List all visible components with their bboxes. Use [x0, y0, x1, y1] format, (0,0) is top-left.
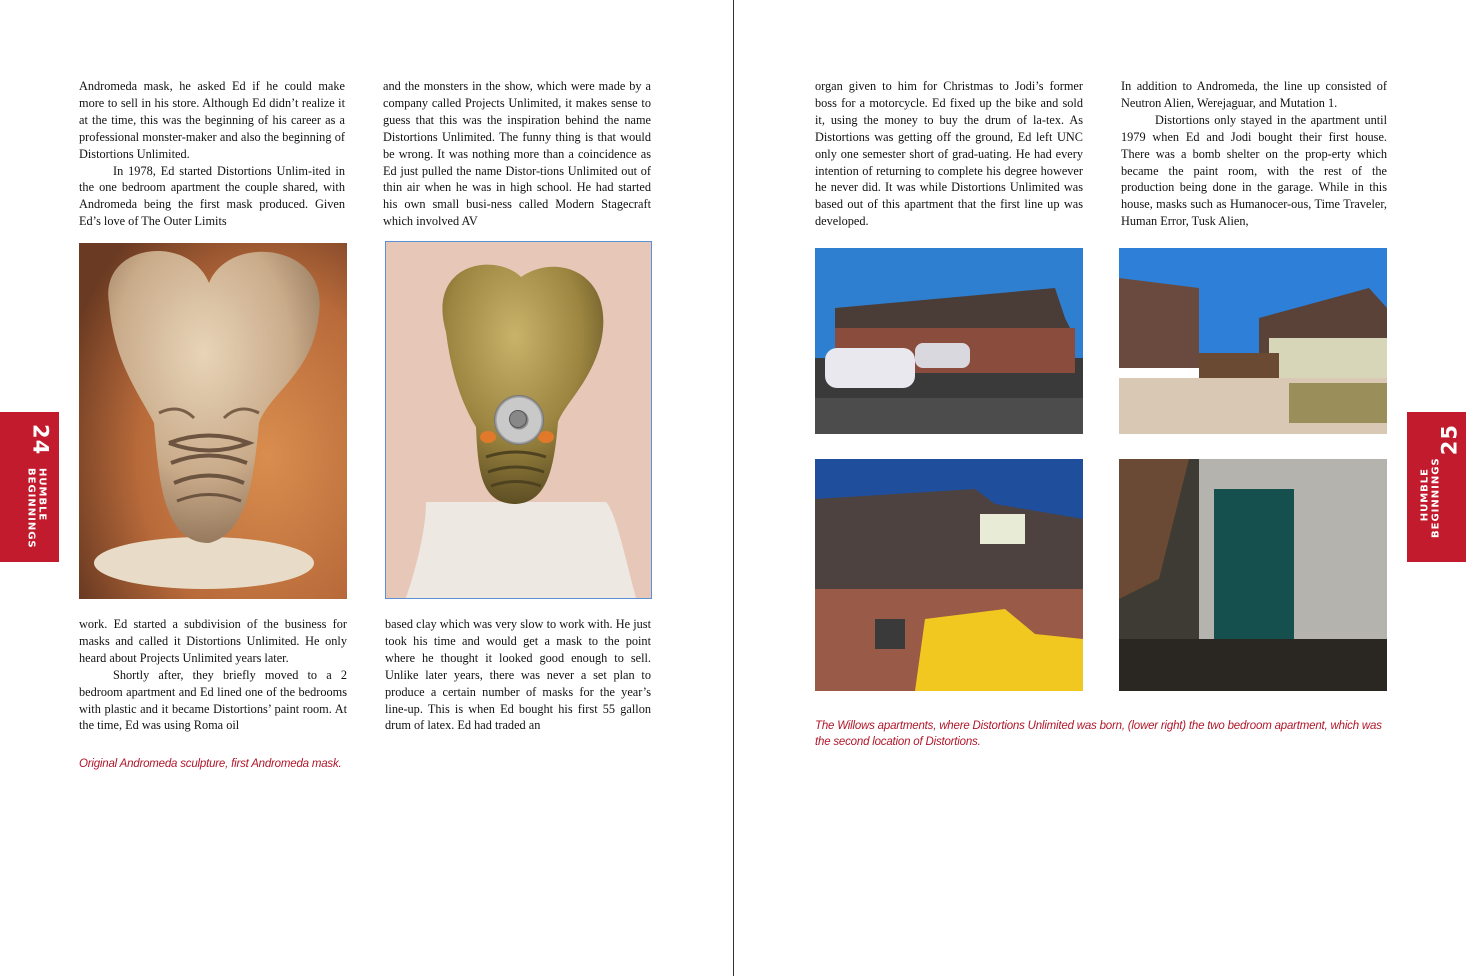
paragraph: Shortly after, they briefly moved to a 2 bedroom apartment and Ed lined one of the bedrooms with plastic and it became Distortions’ paint room. At the time, Ed was using Roma oil [79, 667, 347, 733]
text-column [383, 78, 651, 230]
paragraph: Andromeda mask, he asked Ed if he could make more to sell in his store. Although Ed didn’t realize it at the time, this was the beginning of his career as a professional monster-maker and also the beginning of Distortions Unlimited. [79, 79, 345, 161]
page-number: 25 [1437, 424, 1461, 456]
paragraph: organ given to him for Christmas to Jodi’s former boss for a motorcycle. Ed fixed up the bike and sold it, using the money to buy the drum of la-tex. As Distortions was getting off the ground, Ed left UNC only one semester short of grad-uating. He had every intention of returning to complete his degree however he never did. It was while Distortions Unlimited was based out of this apartment that the first line up was developed. [815, 79, 1083, 229]
text-column [79, 78, 345, 230]
page-tab-left [0, 412, 59, 562]
text-column [815, 78, 1083, 230]
photo-caption: The Willows apartments, where Distortions Unlimited was born, (lower right) the two bedroom apartment, which was the second location of Distortions. [815, 720, 1382, 748]
andromeda-mask-photo [386, 242, 651, 598]
paragraph: based clay which was very slow to work with. He just took his time and would get a mask to the point where he thought it looked good enough to sell. Unlike later years, there was never a set plan to produce a certain number of masks for the year’s line-up. This is when Ed bought his first 55 gallon drum of latex. Ed had traded an [385, 617, 651, 733]
apartment-photo [1119, 248, 1387, 434]
paragraph: and the monsters in the show, which were made by a company called Projects Unlimited, it makes sense to guess that this was the inspiration behind the name Distortions Unlimited. The funny thing is that would be wrong. It was nothing more than a coincidence as Ed just pulled the name Distor-tions Unlimited out of thin air when he was in high school. He had started his own small busi-ness called Modern Stagecraft which involved AV [383, 79, 651, 229]
text-column [1121, 78, 1387, 230]
text-column [79, 616, 347, 734]
andromeda-sculpture-photo [79, 243, 347, 599]
paragraph: In addition to Andromeda, the line up consisted of Neutron Alien, Werejaguar, and Mutation 1. [1121, 79, 1387, 110]
page-number: 24 [28, 424, 52, 456]
apartment-photo [815, 459, 1083, 691]
play-button-icon[interactable] [494, 395, 544, 445]
paragraph: In 1978, Ed started Distortions Unlim-ited in the one bedroom apartment the couple shared, with Andromeda being the first mask produced. Given Ed’s love of The Outer Limits [79, 163, 345, 229]
section-title: HUMBLE BEGINNINGS [25, 468, 47, 549]
paragraph: work. Ed started a subdivision of the business for masks and called it Distortions Unlimited. He only heard about Projects Unlimited years later. [79, 617, 347, 665]
spread-gutter [733, 0, 734, 976]
page-tab-right [1407, 412, 1466, 562]
paragraph: Distortions only stayed in the apartment until 1979 when Ed and Jodi bought their first house. There was a bomb shelter on the prop-erty which became the paint room, with the rest of the production being done in the garage. While in this house, masks such as Humanocer-ous, Time Traveler, Human Error, Tusk Alien, [1121, 112, 1387, 229]
apartment-photo [815, 248, 1083, 434]
section-title: HUMBLE BEGINNINGS [1419, 457, 1441, 538]
apartment-photo [1119, 459, 1387, 691]
text-column [385, 616, 651, 734]
photo-caption: Original Andromeda sculpture, first Andromeda mask. [79, 758, 342, 770]
